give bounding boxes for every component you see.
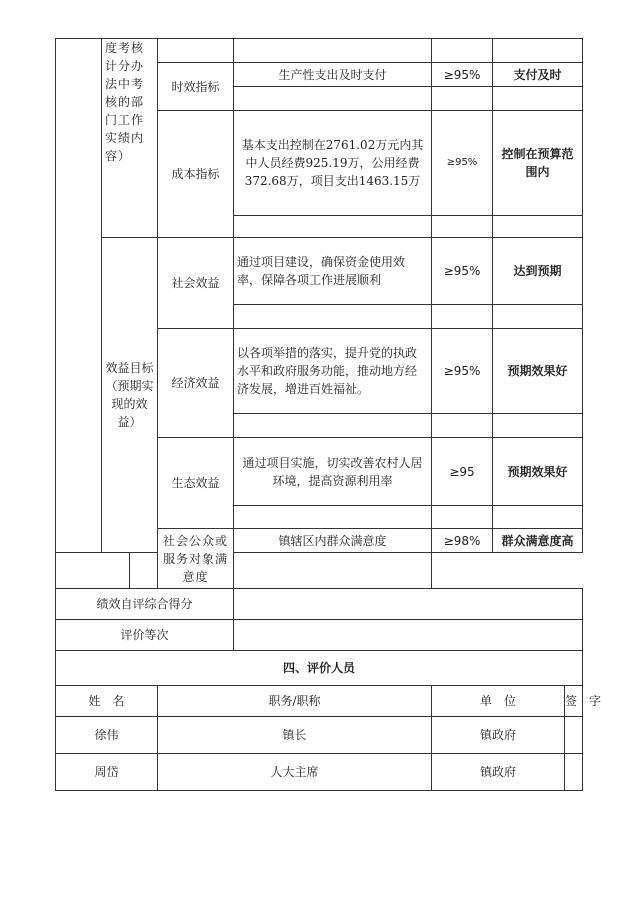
economic-label: 经济效益	[158, 329, 234, 438]
blank-cell	[234, 87, 432, 111]
blank-cell	[493, 216, 583, 238]
satisfaction-result: 群众满意度高	[493, 529, 583, 553]
level2-continued-cell: 度考核计分办法中考核的部门工作实绩内容）	[102, 39, 158, 238]
blank-cell	[158, 39, 234, 63]
blank-cell	[493, 305, 583, 329]
social-value: ≥95%	[432, 238, 493, 305]
blank-cell	[493, 39, 583, 63]
timeliness-item: 生产性支出及时支付	[234, 63, 432, 87]
blank-cell	[432, 87, 493, 111]
evaluation-table	[55, 38, 602, 791]
ecological-value: ≥95	[432, 438, 493, 506]
social-label: 社会效益	[158, 238, 234, 329]
person-unit: 镇政府	[432, 754, 565, 791]
level1-cell	[56, 39, 102, 553]
person-name: 周岱	[56, 754, 158, 791]
cost-value: ≥95%	[432, 111, 493, 216]
person-position: 镇长	[158, 717, 432, 754]
score-label: 绩效自评综合得分	[56, 589, 234, 620]
blank-cell	[493, 87, 583, 111]
person-position: 人大主席	[158, 754, 432, 791]
social-item: 通过项目建设，确保资金使用效率，保障各项工作进展顺利	[234, 238, 432, 305]
blank-cell	[432, 216, 493, 238]
satisfaction-item: 镇辖区内群众满意度	[234, 529, 432, 553]
person-sign	[565, 717, 583, 754]
person-sign	[565, 754, 583, 791]
blank-cell	[56, 553, 130, 589]
timeliness-label: 时效指标	[158, 63, 234, 111]
people-header-name: 姓 名	[56, 686, 158, 717]
cost-item: 基本支出控制在2761.02万元内其中人员经费925.19万，公用经费372.68万，项目支出1463.15万	[234, 111, 432, 216]
people-header-position: 职务/职称	[158, 686, 432, 717]
blank-cell	[234, 506, 432, 529]
people-header-sign: 签 字	[565, 686, 583, 717]
cost-label: 成本指标	[158, 111, 234, 238]
person-unit: 镇政府	[432, 717, 565, 754]
blank-cell	[130, 553, 158, 589]
ecological-label: 生态效益	[158, 438, 234, 529]
blank-cell	[234, 553, 432, 589]
satisfaction-label: 社会公众或服务对象满意度	[158, 529, 234, 589]
economic-item: 以各项举措的落实，提升党的执政水平和政府服务功能，推动地方经济发展，增进百姓福祉。	[234, 329, 432, 414]
people-header-unit: 单 位	[432, 686, 565, 717]
blank-cell	[234, 305, 432, 329]
blank-cell	[432, 305, 493, 329]
blank-cell	[493, 506, 583, 529]
timeliness-value: ≥95%	[432, 63, 493, 87]
social-result: 达到预期	[493, 238, 583, 305]
blank-cell	[234, 216, 432, 238]
timeliness-result: 支付及时	[493, 63, 583, 87]
blank-cell	[234, 414, 432, 438]
grade-label: 评价等次	[56, 620, 234, 651]
blank-cell	[493, 414, 583, 438]
score-value	[234, 589, 583, 620]
ecological-item: 通过项目实施，切实改善农村人居环境，提高资源利用率	[234, 438, 432, 506]
blank-cell	[432, 414, 493, 438]
ecological-result: 预期效果好	[493, 438, 583, 506]
blank-cell	[234, 39, 432, 63]
cost-result: 控制在预算范围内	[493, 111, 583, 216]
section-title: 四、评价人员	[56, 651, 583, 686]
economic-value: ≥95%	[432, 329, 493, 414]
blank-cell	[432, 39, 493, 63]
benefit-label: 效益目标（预期实现的效益）	[102, 238, 158, 553]
economic-result: 预期效果好	[493, 329, 583, 414]
satisfaction-value: ≥98%	[432, 529, 493, 553]
blank-cell	[432, 506, 493, 529]
grade-value	[234, 620, 583, 651]
person-name: 徐伟	[56, 717, 158, 754]
